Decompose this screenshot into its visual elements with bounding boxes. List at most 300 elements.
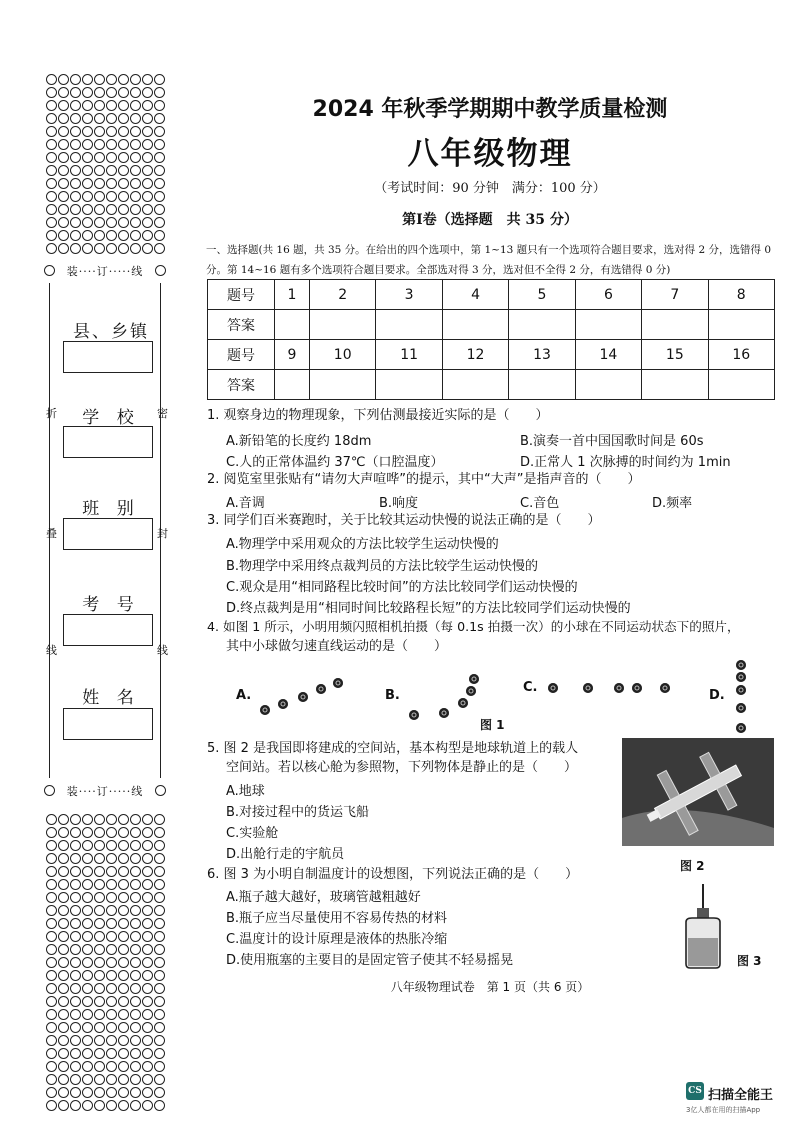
binding-circle <box>46 918 57 929</box>
figure-1-caption: 图 1 <box>480 718 505 732</box>
binding-circle <box>94 905 105 916</box>
binding-circle <box>58 1022 69 1033</box>
binding-circle <box>94 243 105 254</box>
binding-circle <box>94 840 105 851</box>
question-number-cell: 10 <box>310 340 376 370</box>
binding-circle <box>70 853 81 864</box>
binding-circle <box>118 191 129 202</box>
binding-circle <box>130 996 141 1007</box>
answer-cell[interactable] <box>642 310 708 340</box>
q4-stem-line1: 4. 如图 1 所示，小明用频闪照相机拍摄（每 0.1s 拍摄一次）的小球在不同运动状态下的照片， <box>207 619 740 634</box>
binding-circle <box>142 892 153 903</box>
binding-circle <box>106 1061 117 1072</box>
binding-circle <box>154 178 165 189</box>
binding-circle <box>58 1009 69 1020</box>
exam-info: （考试时间：90 分钟 满分：100 分） <box>374 181 606 196</box>
strobe-ball <box>469 674 479 684</box>
binding-circle <box>118 152 129 163</box>
binding-circle <box>70 892 81 903</box>
binding-circle <box>130 983 141 994</box>
q4-option-c: C. <box>523 680 538 695</box>
binding-circle <box>142 217 153 228</box>
field-label-exam-no: 考 号 <box>82 595 140 615</box>
binding-circle <box>118 1048 129 1059</box>
side-char-left-2: 叠 <box>46 527 57 540</box>
strobe-ball <box>298 692 308 702</box>
binding-circle <box>142 1061 153 1072</box>
q5-stem-line2: 空间站。若以核心舱为参照物，下列物体是静止的是（ ） <box>226 760 578 775</box>
q6-option-d: D.使用瓶塞的主要目的是固定管子使其不轻易摇晃 <box>226 953 514 968</box>
binding-circle <box>94 165 105 176</box>
binding-circle <box>154 957 165 968</box>
binding-circle <box>154 1009 165 1020</box>
binding-circle <box>130 152 141 163</box>
binding-circle <box>106 230 117 241</box>
q3-option-b: B.物理学中采用终点裁判员的方法比较学生运动快慢的 <box>226 559 539 574</box>
binding-circle <box>142 165 153 176</box>
binding-circle <box>142 840 153 851</box>
binding-circle <box>82 983 93 994</box>
binding-circle <box>70 204 81 215</box>
binding-circle <box>142 957 153 968</box>
binding-circle <box>82 892 93 903</box>
binding-circle <box>58 983 69 994</box>
binding-circle <box>58 892 69 903</box>
table-header-cell: 题号 <box>208 280 275 310</box>
binding-circle <box>142 87 153 98</box>
table-header-cell: 答案 <box>208 310 275 340</box>
binding-circle <box>142 1074 153 1085</box>
strobe-ball <box>736 703 746 713</box>
binding-circle <box>70 1022 81 1033</box>
binding-circle <box>82 1100 93 1111</box>
binding-circle <box>142 853 153 864</box>
q4-option-d: D. <box>709 688 725 703</box>
binding-circle <box>94 87 105 98</box>
question-number-cell: 3 <box>376 280 442 310</box>
question-number-cell: 12 <box>442 340 508 370</box>
answer-cell[interactable] <box>442 370 508 400</box>
binding-circle <box>82 931 93 942</box>
binding-circle <box>94 217 105 228</box>
binding-circle <box>106 126 117 137</box>
strobe-ball <box>632 683 642 693</box>
binding-circle <box>70 905 81 916</box>
binding-circle <box>118 100 129 111</box>
binding-circle <box>70 191 81 202</box>
binding-circle <box>82 957 93 968</box>
binding-circle <box>118 892 129 903</box>
binding-circle <box>82 1035 93 1046</box>
binding-circle <box>58 113 69 124</box>
binding-circle <box>94 113 105 124</box>
space-station-icon <box>622 738 774 846</box>
binding-circle <box>46 165 57 176</box>
binding-circle <box>142 230 153 241</box>
binding-circle <box>154 165 165 176</box>
binding-circle <box>118 1061 129 1072</box>
field-box-school[interactable] <box>63 426 153 458</box>
binding-circle <box>130 178 141 189</box>
binding-circle <box>154 1074 165 1085</box>
answer-cell[interactable] <box>642 370 708 400</box>
binding-circle <box>118 139 129 150</box>
binding-circle <box>70 87 81 98</box>
binding-circle <box>46 892 57 903</box>
binding-circle <box>58 126 69 137</box>
binding-circle <box>118 1100 129 1111</box>
binding-circle <box>154 1100 165 1111</box>
answer-cell[interactable] <box>708 310 774 340</box>
binding-circle <box>118 931 129 942</box>
binding-circle <box>130 814 141 825</box>
question-number-cell: 7 <box>642 280 708 310</box>
binding-circle <box>118 944 129 955</box>
binding-circle <box>46 113 57 124</box>
binding-circle <box>154 931 165 942</box>
binding-circle <box>118 1087 129 1098</box>
binding-circle <box>94 1100 105 1111</box>
binding-circle <box>70 996 81 1007</box>
q2-option-b: B.响度 <box>379 496 419 511</box>
binding-circle <box>142 905 153 916</box>
binding-circle <box>142 983 153 994</box>
binding-circles-bottom <box>46 814 166 1113</box>
answer-cell[interactable] <box>442 310 508 340</box>
binding-circle <box>130 1035 141 1046</box>
binding-circle <box>130 879 141 890</box>
binding-line-bottom <box>44 784 166 798</box>
binding-circle <box>94 1087 105 1098</box>
binding-circle <box>82 87 93 98</box>
binding-circle <box>70 230 81 241</box>
q1-option-b: B.演奏一首中国国歌时间是 60s <box>520 434 704 449</box>
binding-circle <box>58 827 69 838</box>
binding-circle <box>154 217 165 228</box>
question-number-cell: 9 <box>275 340 310 370</box>
side-char-left-3: 线 <box>46 644 57 657</box>
binding-circle <box>58 139 69 150</box>
binding-circle <box>154 243 165 254</box>
binding-circle <box>58 996 69 1007</box>
field-box-name[interactable] <box>63 708 153 740</box>
binding-circle <box>154 814 165 825</box>
q3-option-d: D.终点裁判是用“相同时间比较路程长短”的方法比较同学们运动快慢的 <box>226 601 631 616</box>
binding-circle <box>130 840 141 851</box>
field-label-school: 学 校 <box>82 408 140 428</box>
answer-cell[interactable] <box>575 310 641 340</box>
binding-circle <box>106 152 117 163</box>
binding-circle <box>130 1009 141 1020</box>
binding-circle <box>94 827 105 838</box>
binding-circle <box>58 165 69 176</box>
field-label-county: 县、乡镇 <box>73 322 149 342</box>
binding-line-top <box>44 264 166 278</box>
strobe-ball <box>660 683 670 693</box>
exam-subject: 八年级物理 <box>407 136 573 172</box>
binding-circle <box>94 191 105 202</box>
binding-circle <box>118 217 129 228</box>
binding-circle <box>130 892 141 903</box>
strobe-ball <box>736 660 746 670</box>
binding-circle <box>46 243 57 254</box>
binding-circle <box>154 853 165 864</box>
binding-circle <box>154 866 165 877</box>
binding-circle <box>46 957 57 968</box>
answer-cell[interactable] <box>509 310 575 340</box>
binding-circle <box>46 983 57 994</box>
binding-circle <box>46 1074 57 1085</box>
binding-circle <box>94 853 105 864</box>
binding-circle <box>70 165 81 176</box>
binding-circle <box>106 827 117 838</box>
binding-circle <box>82 113 93 124</box>
binding-circle <box>46 178 57 189</box>
binding-circle <box>142 866 153 877</box>
answer-cell[interactable] <box>509 370 575 400</box>
field-box-class[interactable] <box>63 518 153 550</box>
q5-stem-line1: 5. 图 2 是我国即将建成的空间站，基本构型是地球轨道上的载人 <box>207 741 579 756</box>
answer-cell[interactable] <box>708 370 774 400</box>
binding-circle <box>46 931 57 942</box>
binding-circle <box>58 1074 69 1085</box>
binding-circle <box>46 100 57 111</box>
scanner-brand-tagline: 3亿人都在用的扫描App <box>686 1106 761 1114</box>
binding-circle <box>154 944 165 955</box>
binding-circle <box>46 87 57 98</box>
binding-circle <box>142 931 153 942</box>
binding-circle <box>154 918 165 929</box>
field-label-name: 姓 名 <box>82 688 140 708</box>
binding-circle <box>58 230 69 241</box>
binding-circle <box>46 879 57 890</box>
binding-circle <box>154 191 165 202</box>
binding-circle <box>58 217 69 228</box>
binding-circle <box>58 853 69 864</box>
binding-circle <box>82 879 93 890</box>
binding-circle <box>94 879 105 890</box>
binding-circle <box>82 1074 93 1085</box>
binding-circle <box>118 840 129 851</box>
question-number-cell: 2 <box>310 280 376 310</box>
q6-stem: 6. 图 3 为小明自制温度计的设想图，下列说法正确的是（ ） <box>207 867 579 882</box>
binding-circle <box>130 87 141 98</box>
binding-circle <box>118 996 129 1007</box>
binding-circle <box>130 113 141 124</box>
binding-circle <box>94 1035 105 1046</box>
side-char-right-3: 线 <box>157 644 168 657</box>
binding-circle <box>142 204 153 215</box>
answer-cell[interactable] <box>275 370 310 400</box>
binding-circle <box>130 1074 141 1085</box>
field-box-county[interactable] <box>63 341 153 373</box>
binding-circle <box>94 931 105 942</box>
binding-circle <box>130 204 141 215</box>
scanner-logo-icon: CS <box>686 1082 704 1100</box>
table-row <box>208 310 775 340</box>
strobe-ball <box>260 705 270 715</box>
figure-2-caption: 图 2 <box>680 859 705 873</box>
binding-circle <box>94 1009 105 1020</box>
answer-cell[interactable] <box>310 310 376 340</box>
field-box-exam-no[interactable] <box>63 614 153 646</box>
binding-circle <box>94 892 105 903</box>
binding-circle <box>130 905 141 916</box>
binding-circle <box>46 840 57 851</box>
binding-circle <box>46 1100 57 1111</box>
binding-circle <box>118 957 129 968</box>
binding-circle <box>106 905 117 916</box>
binding-circle <box>130 1100 141 1111</box>
binding-circle <box>142 879 153 890</box>
binding-circle <box>142 74 153 85</box>
binding-circle <box>106 1048 117 1059</box>
binding-circle <box>154 996 165 1007</box>
binding-circle <box>82 1048 93 1059</box>
binding-circle <box>142 996 153 1007</box>
binding-circle <box>82 139 93 150</box>
table-header-cell: 题号 <box>208 340 275 370</box>
binding-circle <box>58 191 69 202</box>
answer-cell[interactable] <box>275 310 310 340</box>
binding-circle <box>142 243 153 254</box>
binding-circle <box>70 983 81 994</box>
binding-circle <box>154 74 165 85</box>
binding-circle <box>94 139 105 150</box>
answer-cell[interactable] <box>376 310 442 340</box>
binding-circle <box>82 1022 93 1033</box>
binding-circle <box>106 892 117 903</box>
binding-circle <box>118 165 129 176</box>
binding-circle <box>118 814 129 825</box>
binding-circle <box>154 230 165 241</box>
q1-option-d: D.正常人 1 次脉搏的时间约为 1min <box>520 455 731 470</box>
binding-circle <box>82 178 93 189</box>
binding-circle <box>154 100 165 111</box>
binding-circle <box>82 217 93 228</box>
binding-circle <box>106 983 117 994</box>
thermometer-bottle-icon <box>678 882 728 972</box>
binding-circle <box>94 100 105 111</box>
binding-circle <box>106 853 117 864</box>
table-row <box>208 340 775 370</box>
binding-circle <box>46 970 57 981</box>
binding-circle <box>118 87 129 98</box>
strobe-ball <box>278 699 288 709</box>
binding-circle <box>70 74 81 85</box>
q3-option-c: C.观众是用“相同路程比较时间”的方法比较同学们运动快慢的 <box>226 580 578 595</box>
binding-circle <box>106 879 117 890</box>
binding-circle <box>82 243 93 254</box>
answer-cell[interactable] <box>376 370 442 400</box>
binding-circle <box>70 152 81 163</box>
binding-circle <box>58 970 69 981</box>
strobe-ball <box>736 723 746 733</box>
binding-circle <box>154 1087 165 1098</box>
binding-circle <box>82 152 93 163</box>
binding-circle <box>118 918 129 929</box>
binding-circle <box>58 74 69 85</box>
binding-circle <box>46 1061 57 1072</box>
binding-circle <box>154 126 165 137</box>
binding-circle <box>70 1048 81 1059</box>
binding-circle <box>154 1035 165 1046</box>
binding-circle <box>130 1022 141 1033</box>
binding-circle <box>46 866 57 877</box>
q1-stem: 1. 观察身边的物理现象，下列估测最接近实际的是（ ） <box>207 408 549 423</box>
binding-circle <box>58 243 69 254</box>
scanner-brand-name: 扫描全能王 <box>708 1088 774 1103</box>
binding-circle <box>130 1087 141 1098</box>
binding-circle <box>154 1022 165 1033</box>
strobe-ball <box>333 678 343 688</box>
q2-option-a: A.音调 <box>226 496 265 511</box>
binding-circle <box>46 1087 57 1098</box>
binding-circle <box>130 243 141 254</box>
binding-circle <box>58 1061 69 1072</box>
binding-circle <box>82 100 93 111</box>
binding-circle <box>70 931 81 942</box>
answer-cell[interactable] <box>310 370 376 400</box>
q3-stem: 3. 同学们百米赛跑时，关于比较其运动快慢的说法正确的是（ ） <box>207 513 601 528</box>
binding-circle <box>142 827 153 838</box>
q3-option-a: A.物理学中采用观众的方法比较学生运动快慢的 <box>226 537 499 552</box>
binding-circle <box>106 814 117 825</box>
binding-circle <box>154 970 165 981</box>
binding-circle <box>130 1061 141 1072</box>
figure-3-caption: 图 3 <box>737 954 762 968</box>
binding-circle <box>106 1035 117 1046</box>
binding-circle <box>118 204 129 215</box>
binding-circle <box>58 1035 69 1046</box>
binding-circle <box>118 74 129 85</box>
strobe-ball <box>736 685 746 695</box>
binding-circle <box>70 944 81 955</box>
binding-circle <box>142 178 153 189</box>
binding-line-text: 装····订·····线 <box>66 785 144 798</box>
binding-circle <box>82 1061 93 1072</box>
binding-circle <box>142 1035 153 1046</box>
binding-circle <box>142 139 153 150</box>
binding-circle <box>130 191 141 202</box>
binding-circle <box>106 243 117 254</box>
binding-circle <box>106 1100 117 1111</box>
answer-cell[interactable] <box>575 370 641 400</box>
binding-circle <box>46 905 57 916</box>
side-char-left-1: 折 <box>46 407 57 420</box>
binding-circle <box>94 983 105 994</box>
binding-circle <box>106 165 117 176</box>
binding-circle <box>70 918 81 929</box>
binding-circle <box>58 905 69 916</box>
binding-circle <box>70 1009 81 1020</box>
binding-circle <box>118 970 129 981</box>
binding-circle <box>46 230 57 241</box>
binding-circle <box>70 1035 81 1046</box>
binding-circle <box>70 1061 81 1072</box>
binding-circle <box>82 853 93 864</box>
binding-circle <box>106 74 117 85</box>
side-char-right-1: 密 <box>157 407 168 420</box>
binding-circle <box>58 866 69 877</box>
space-station-photo <box>622 738 774 846</box>
question-number-cell: 13 <box>509 340 575 370</box>
binding-circle <box>58 918 69 929</box>
binding-circle <box>154 892 165 903</box>
binding-circle <box>106 204 117 215</box>
binding-circle <box>94 1074 105 1085</box>
binding-circle <box>142 1087 153 1098</box>
